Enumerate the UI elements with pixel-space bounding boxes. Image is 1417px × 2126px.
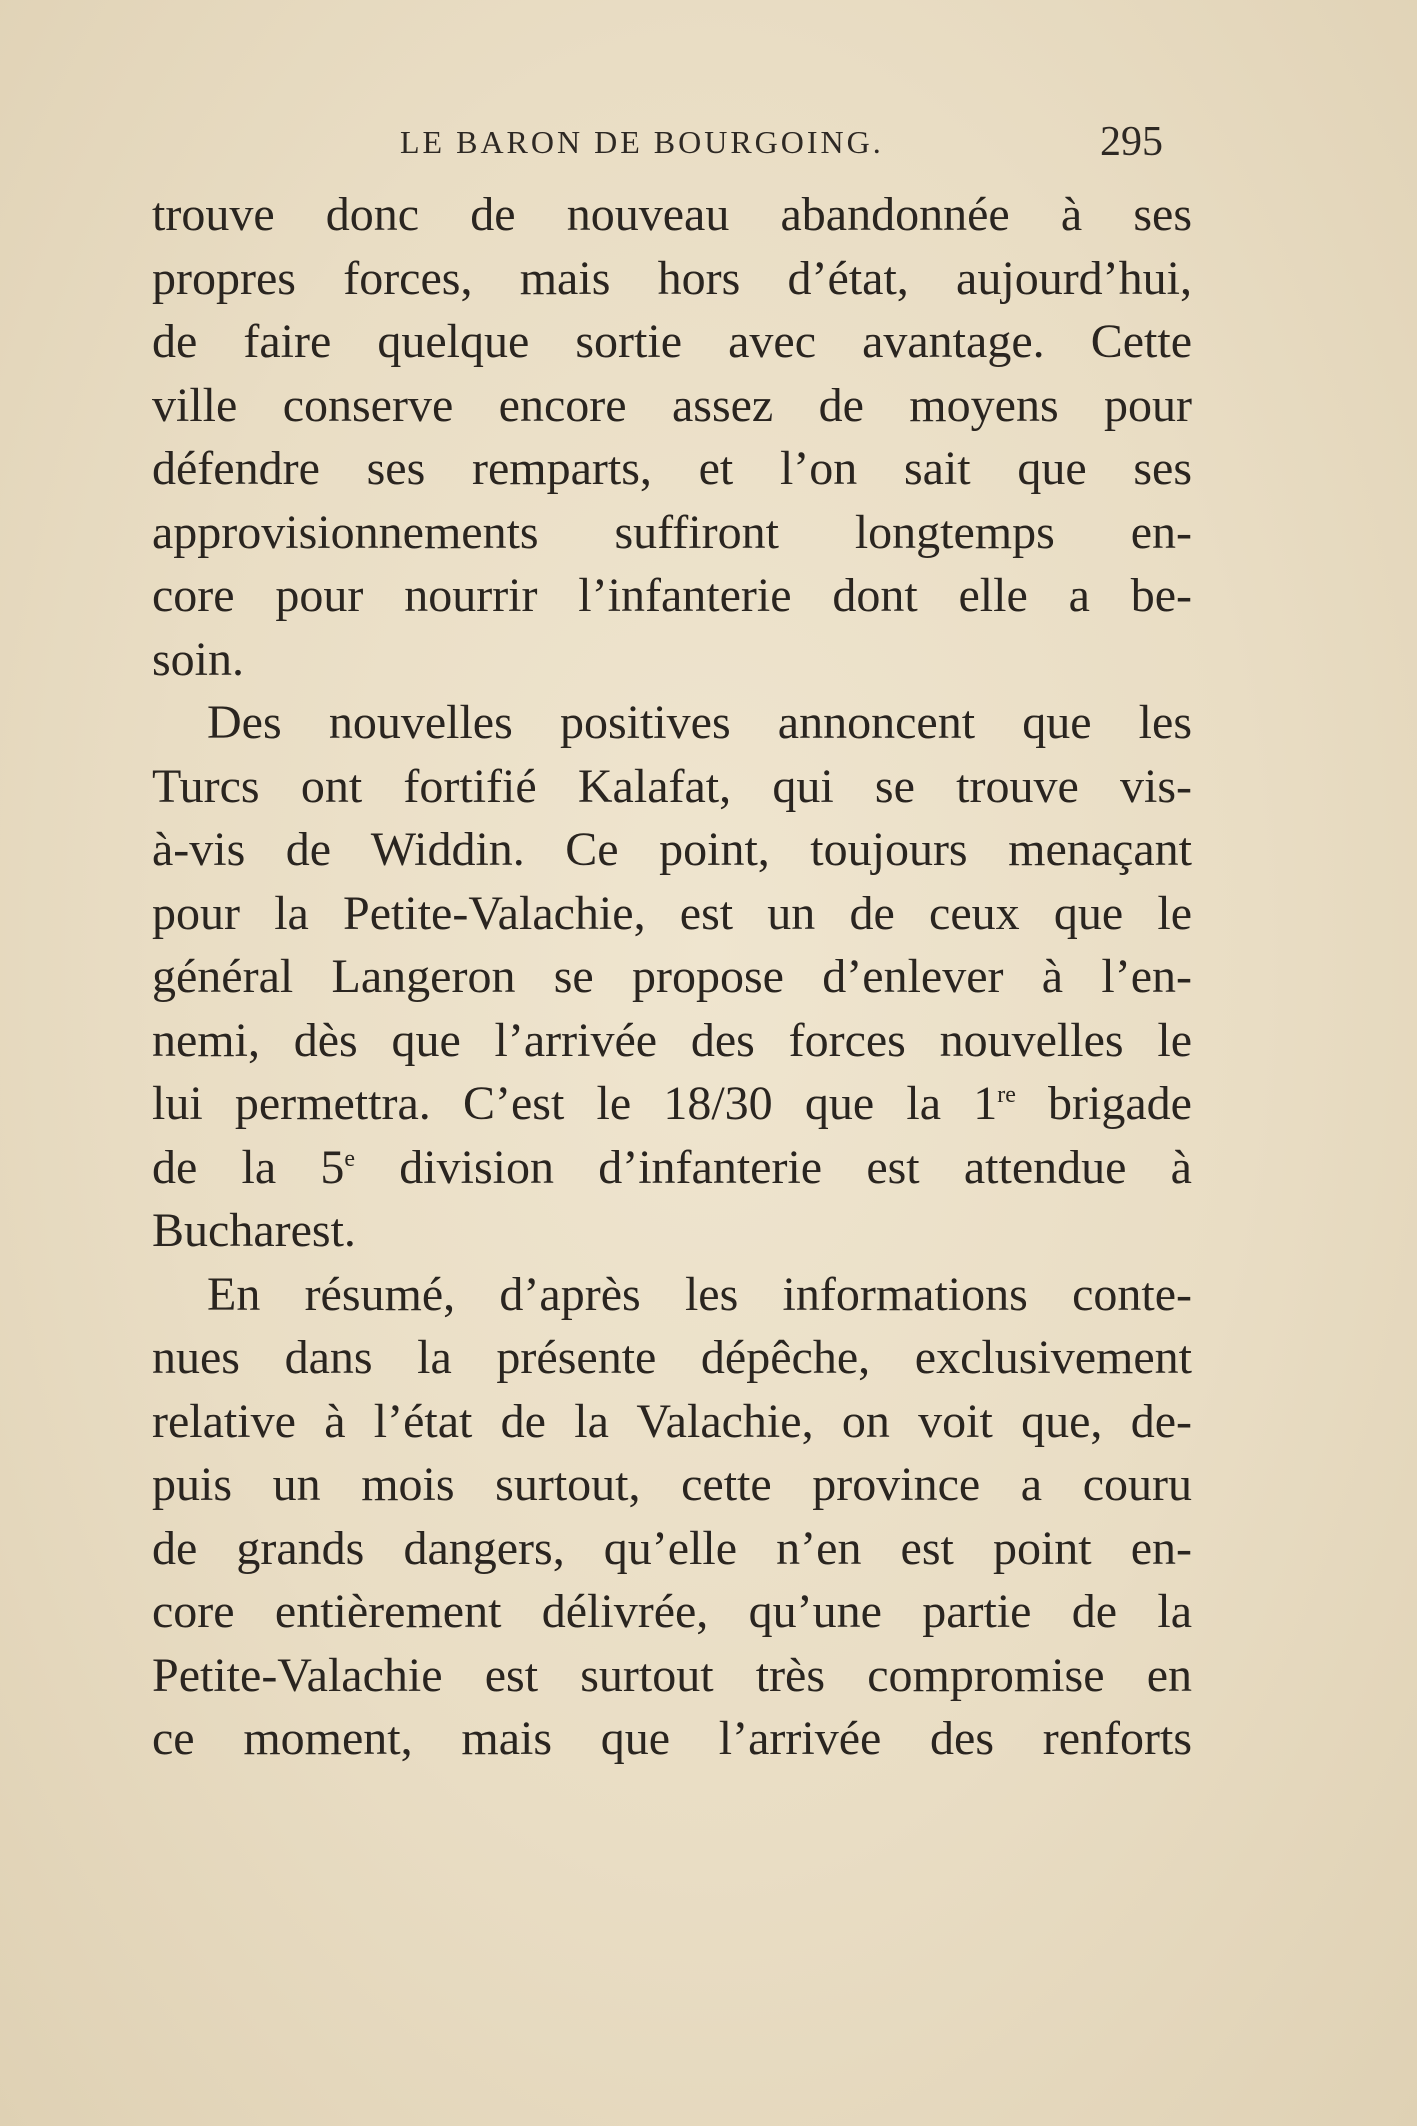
text-line: défendre ses remparts, et l’on sait que ses <box>152 442 1192 495</box>
text-line: général Langeron se propose d’enlever à l’en- <box>152 950 1192 1003</box>
text-segment: lui permettra. C’est le 18/30 que la 1 <box>152 1077 998 1130</box>
running-title: LE BARON DE BOURGOING. <box>400 124 884 160</box>
text-line: Des nouvelles positives annoncent que les <box>207 696 1192 749</box>
superscript: re <box>997 1082 1016 1108</box>
text-line: pour la Petite-Valachie, est un de ceux que le <box>152 886 1192 940</box>
text-line: de faire quelque sortie avec avantage. Cette <box>152 315 1192 368</box>
text-line <box>152 1136 1192 1200</box>
text-line: puis un mois surtout, cette province a couru <box>152 1458 1192 1511</box>
text-line: core pour nourrir l’infanterie dont elle a be- <box>152 569 1192 622</box>
text-line: propres forces, mais hors d’état, aujourd’hui, <box>152 251 1192 305</box>
text-line: relative à l’état de la Valachie, on voit que, de- <box>152 1394 1192 1448</box>
text-line: soin. <box>152 632 245 686</box>
running-head <box>0 118 1417 168</box>
paragraph-1 <box>152 183 1192 691</box>
text-line: de grands dangers, qu’elle n’en est point en- <box>152 1521 1192 1575</box>
text-line: core entièrement délivrée, qu’une partie de la <box>152 1585 1192 1638</box>
text-line: nemi, dès que l’arrivée des forces nouvelles le <box>152 1013 1192 1067</box>
text-line: trouve donc de nouveau abandonnée à ses <box>152 188 1192 241</box>
text-segment: de la 5 <box>152 1140 345 1194</box>
body-text <box>152 183 1192 1771</box>
text-line: approvisionnements suffiront longtemps en- <box>152 505 1192 559</box>
paragraph-2 <box>152 691 1192 1263</box>
text-segment: brigade <box>1015 1077 1192 1130</box>
page-number: 295 <box>1100 119 1163 165</box>
text-segment: division d’infanterie est attendue à <box>355 1140 1192 1194</box>
text-line: En résumé, d’après les informations conte- <box>207 1267 1192 1321</box>
text-line: Petite-Valachie est surtout très compromise en <box>152 1648 1192 1702</box>
text-line <box>152 1072 1192 1136</box>
text-line: nues dans la présente dépêche, exclusivement <box>152 1331 1192 1384</box>
text-line: ville conserve encore assez de moyens pour <box>152 378 1192 432</box>
text-line: à-vis de Widdin. Ce point, toujours menaçant <box>152 823 1192 876</box>
text-line: Bucharest. <box>152 1204 356 1257</box>
paragraph-3 <box>152 1263 1192 1771</box>
superscript: e <box>344 1145 356 1172</box>
text-line: Turcs ont fortifié Kalafat, qui se trouve vis- <box>152 759 1192 813</box>
text-line: ce moment, mais que l’arrivée des renforts <box>152 1712 1192 1765</box>
